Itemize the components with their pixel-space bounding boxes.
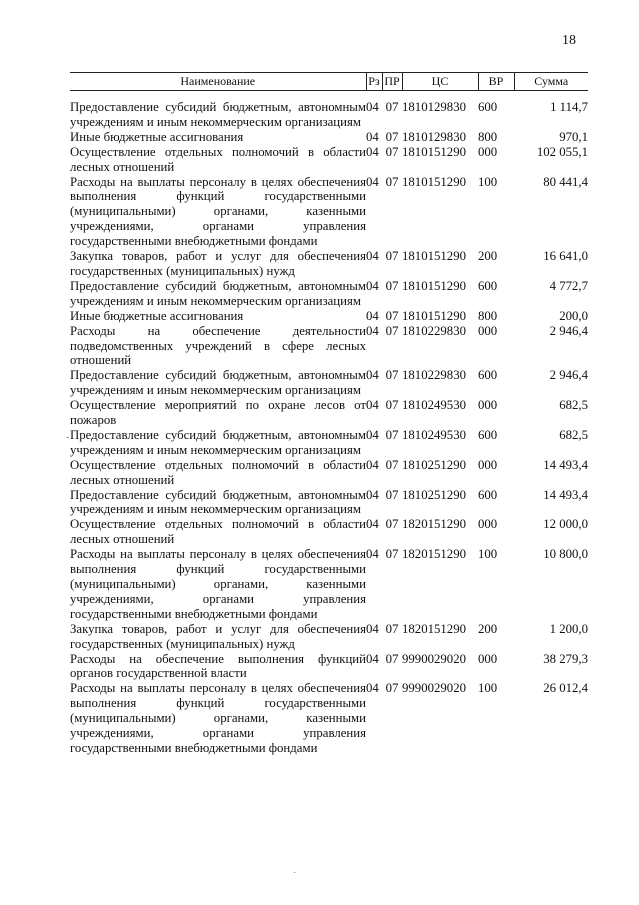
cell-pr: 07 — [385, 100, 399, 114]
header-cs: ЦС — [402, 73, 478, 91]
scan-speck: ‐ — [66, 432, 70, 443]
cell-name: Расходы на обеспечение выполнения функций органов государственной власти — [70, 651, 366, 681]
table-row — [70, 130, 588, 145]
cell-rz: 04 — [366, 323, 379, 338]
cell-sum: 80 441,4 — [543, 174, 588, 189]
header-pr: ПР — [382, 73, 402, 91]
cell-pr: 07 — [385, 129, 399, 144]
header-vr: ВР — [478, 73, 514, 91]
table-row — [70, 458, 588, 488]
cell-vr: 600 — [478, 278, 498, 293]
table-row — [70, 428, 588, 458]
cell-pr: 07 — [385, 398, 399, 413]
cell-name: Расходы на выплаты персоналу в целях обеспечения выполнения функций государственными (муниципальными) органами, казенными учреждениями, органами управления государственными внебюджетными фондами — [70, 681, 366, 755]
cell-name: Предоставление субсидий бюджетным, автономным учреждениям и иным некоммерческим организациям — [70, 427, 366, 457]
cell-sum: 970,1 — [559, 129, 588, 144]
cell-vr: 600 — [478, 368, 498, 383]
cell-sum: 14 493,4 — [543, 487, 588, 502]
cell-rz: 04 — [366, 249, 379, 264]
table-row — [70, 368, 588, 398]
cell-vr: 200 — [478, 621, 498, 636]
cell-sum: 1 200,0 — [549, 621, 588, 636]
cell-vr: 600 — [478, 427, 498, 442]
cell-vr: 100 — [478, 174, 498, 189]
cell-sum: 682,5 — [559, 398, 588, 413]
cell-cs: 1810151290 — [402, 144, 466, 159]
cell-vr: 000 — [478, 144, 498, 159]
cell-cs: 1810129830 — [402, 129, 466, 144]
cell-rz: 04 — [366, 517, 379, 532]
cell-sum: 102 055,1 — [536, 144, 588, 159]
cell-sum: 2 946,4 — [549, 323, 588, 338]
page-number: 18 — [562, 33, 576, 48]
cell-name: Закупка товаров, работ и услуг для обеспечения государственных (муниципальных) нужд — [70, 621, 366, 651]
cell-pr: 07 — [385, 681, 399, 696]
cell-rz: 04 — [366, 174, 379, 189]
cell-vr: 000 — [478, 398, 498, 413]
table-row — [70, 175, 588, 250]
cell-name: Предоставление субсидий бюджетным, автономным учреждениям и иным некоммерческим организациям — [70, 278, 366, 308]
cell-pr: 07 — [385, 278, 399, 293]
cell-sum: 200,0 — [559, 308, 588, 323]
cell-rz: 04 — [366, 308, 379, 323]
cell-vr: 100 — [478, 547, 498, 562]
cell-vr: 000 — [478, 457, 498, 472]
cell-rz: 04 — [366, 681, 379, 696]
cell-name: Осуществление мероприятий по охране лесов от пожаров — [70, 398, 366, 428]
cell-sum: 2 946,4 — [549, 368, 588, 383]
table-row — [70, 488, 588, 518]
cell-pr: 07 — [385, 547, 399, 562]
cell-name: Предоставление субсидий бюджетным, автономным учреждениям и иным некоммерческим организациям — [70, 368, 366, 398]
cell-cs: 1810151290 — [402, 278, 466, 293]
cell-pr: 07 — [385, 517, 399, 532]
table-row — [70, 681, 588, 756]
cell-pr: 07 — [385, 323, 399, 338]
cell-vr: 100 — [478, 681, 498, 696]
cell-rz: 04 — [366, 487, 379, 502]
cell-cs: 1810251290 — [402, 487, 466, 502]
cell-sum: 4 772,7 — [549, 278, 588, 293]
header-sum: Сумма — [514, 73, 588, 91]
cell-rz: 04 — [366, 651, 379, 666]
cell-pr: 07 — [385, 249, 399, 264]
cell-sum: 26 012,4 — [543, 681, 588, 696]
cell-pr: 07 — [385, 368, 399, 383]
table-body — [70, 100, 588, 756]
cell-rz: 04 — [366, 457, 379, 472]
cell-cs: 1810151290 — [402, 249, 466, 264]
cell-cs: 1810151290 — [402, 174, 466, 189]
cell-rz: 04 — [366, 144, 379, 159]
cell-sum: 16 641,0 — [543, 249, 588, 264]
cell-sum: 12 000,0 — [543, 517, 588, 532]
budget-table — [70, 72, 588, 756]
table-row — [70, 398, 588, 428]
cell-sum: 1 114,7 — [550, 100, 588, 114]
cell-cs: 1810249530 — [402, 398, 466, 413]
table-row — [70, 652, 588, 682]
cell-vr: 000 — [478, 323, 498, 338]
cell-sum: 682,5 — [559, 427, 588, 442]
table-row — [70, 547, 588, 622]
cell-rz: 04 — [366, 129, 379, 144]
cell-cs: 9990029020 — [402, 651, 466, 666]
cell-name: Осуществление отдельных полномочий в области лесных отношений — [70, 457, 366, 487]
cell-rz: 04 — [366, 547, 379, 562]
cell-pr: 07 — [385, 174, 399, 189]
cell-cs: 1820151290 — [402, 621, 466, 636]
cell-name: Осуществление отдельных полномочий в области лесных отношений — [70, 144, 366, 174]
table-row — [70, 279, 588, 309]
table-row — [70, 517, 588, 547]
cell-vr: 800 — [478, 129, 498, 144]
cell-rz: 04 — [366, 100, 379, 114]
cell-name: Осуществление отдельных полномочий в области лесных отношений — [70, 517, 366, 547]
cell-pr: 07 — [385, 144, 399, 159]
cell-vr: 600 — [478, 100, 498, 114]
cell-rz: 04 — [366, 368, 379, 383]
cell-vr: 200 — [478, 249, 498, 264]
cell-sum: 38 279,3 — [543, 651, 588, 666]
table-row — [70, 324, 588, 369]
table-row — [70, 309, 588, 324]
cell-cs: 1810251290 — [402, 457, 466, 472]
cell-cs: 9990029020 — [402, 681, 466, 696]
cell-sum: 14 493,4 — [543, 457, 588, 472]
cell-vr: 800 — [478, 308, 498, 323]
cell-name: Закупка товаров, работ и услуг для обеспечения государственных (муниципальных) нужд — [70, 249, 366, 278]
cell-pr: 07 — [385, 457, 399, 472]
cell-pr: 07 — [385, 427, 399, 442]
cell-name: Предоставление субсидий бюджетным, автономным учреждениям и иным некоммерческим организациям — [70, 487, 366, 517]
cell-name: Иные бюджетные ассигнования — [70, 129, 244, 144]
cell-rz: 04 — [366, 398, 379, 413]
table-header-row — [70, 73, 588, 91]
cell-name: Иные бюджетные ассигнования — [70, 308, 244, 323]
cell-name: Расходы на выплаты персоналу в целях обеспечения выполнения функций государственными (муниципальными) органами, казенными учреждениями, органами управления государственными внебюджетными фондами — [70, 174, 366, 249]
cell-cs: 1820151290 — [402, 517, 466, 532]
header-name: Наименование — [70, 73, 366, 91]
cell-sum: 10 800,0 — [543, 547, 588, 562]
scan-speck: · — [293, 868, 297, 879]
cell-vr: 000 — [478, 517, 498, 532]
cell-pr: 07 — [385, 651, 399, 666]
table-row — [70, 249, 588, 279]
table-row — [70, 145, 588, 175]
cell-cs: 1820151290 — [402, 547, 466, 562]
cell-vr: 600 — [478, 487, 498, 502]
cell-name: Расходы на обеспечение деятельности подведомственных учреждений в сфере лесных отношений — [70, 323, 366, 368]
cell-cs: 1810229830 — [402, 323, 466, 338]
cell-cs: 1810151290 — [402, 308, 466, 323]
cell-cs: 1810249530 — [402, 427, 466, 442]
cell-pr: 07 — [385, 621, 399, 636]
cell-cs: 1810229830 — [402, 368, 466, 383]
cell-name: Предоставление субсидий бюджетным, автономным учреждениям и иным некоммерческим организациям — [70, 100, 366, 129]
header-rz: Рз — [366, 73, 382, 91]
cell-pr: 07 — [385, 487, 399, 502]
cell-rz: 04 — [366, 278, 379, 293]
cell-vr: 000 — [478, 651, 498, 666]
cell-pr: 07 — [385, 308, 399, 323]
cell-rz: 04 — [366, 427, 379, 442]
table-row — [70, 622, 588, 652]
cell-rz: 04 — [366, 621, 379, 636]
cell-name: Расходы на выплаты персоналу в целях обеспечения выполнения функций государственными (муниципальными) органами, казенными учреждениями, органами управления государственными внебюджетными фондами — [70, 547, 366, 621]
cell-cs: 1810129830 — [402, 100, 466, 114]
table-row — [70, 100, 588, 130]
